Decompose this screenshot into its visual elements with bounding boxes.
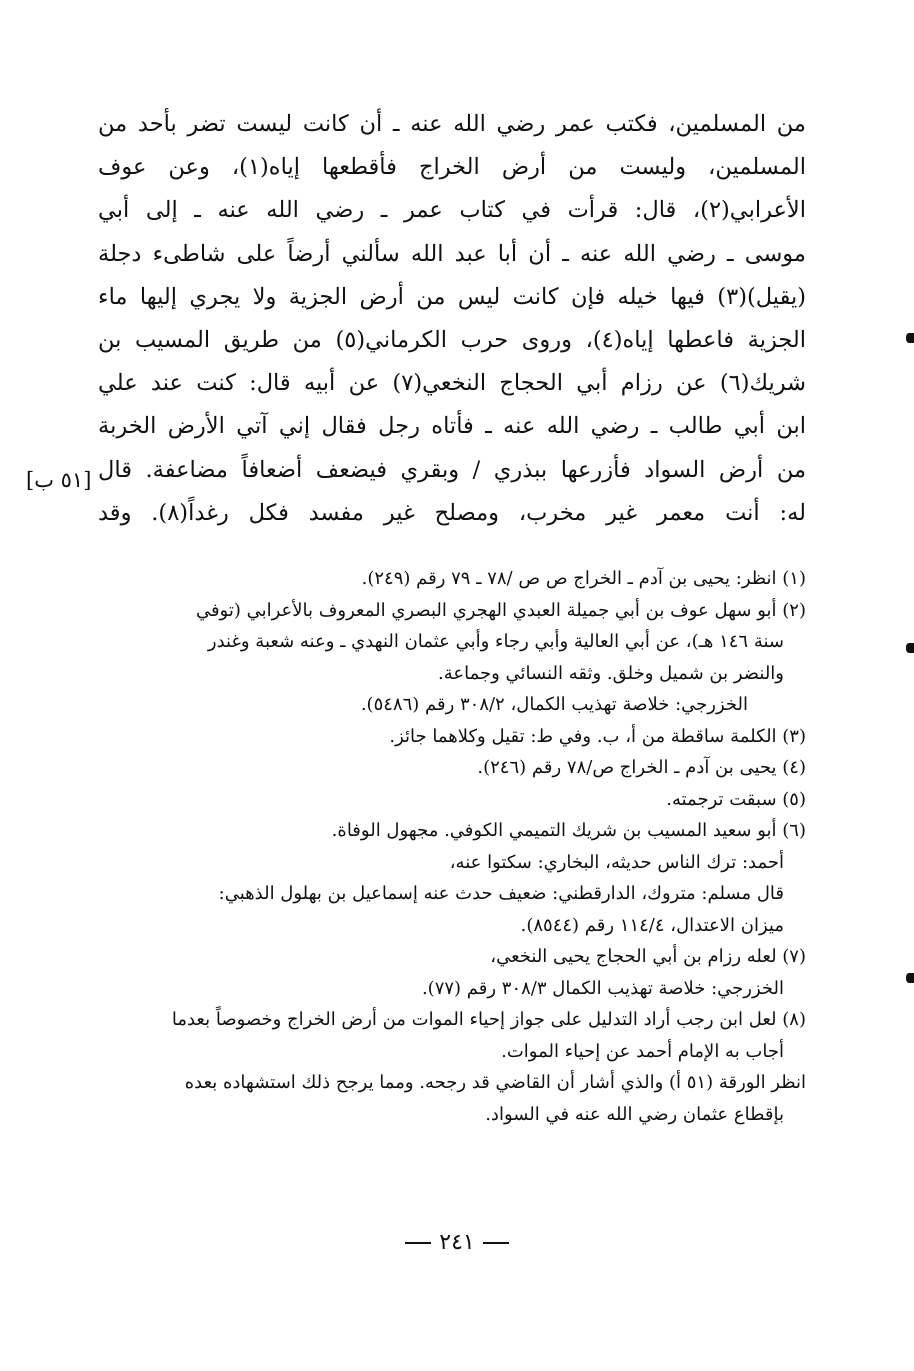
footnote-line: (٦) أبو سعيد المسيب بن شريك التميمي الكوفي. مجهول الوفاة.	[331, 820, 806, 841]
main-body-text	[98, 103, 806, 535]
main-text-line: من المسلمين، فكتب عمر رضي الله عنه ـ أن كانت ليست تضر بأحد من	[98, 111, 806, 137]
main-text-line: من أرض السواد فأزرعها ببذري / وبقري فيضعف أضعافاً مضاعفة. قال	[98, 456, 806, 483]
main-text-line: ابن أبي طالب ـ رضي الله عنه ـ فأتاه رجل فقال إني آتي الأرض الخربة	[98, 413, 806, 440]
footnote-line: (٤) يحيى بن آدم ـ الخراج ص/٧٨ رقم (٢٤٦).	[477, 757, 806, 778]
page-number-text: ٢٤١	[439, 1230, 475, 1255]
footnote-line: بإقطاع عثمان رضي الله عنه في السواد.	[485, 1103, 784, 1125]
main-text-line: شريك(٦) عن رزام أبي الحجاج النخعي(٧) عن أبيه قال: كنت عند علي	[98, 370, 806, 397]
binding-mark-icon	[906, 643, 914, 653]
main-text-line: المسلمين، وليست من أرض الخراج فأقطعها إياه(١)، وعن عوف	[98, 154, 806, 181]
main-text-line: الجزية فاعطها إياه(٤)، وروى حرب الكرماني(٥) من طريق المسيب بن	[98, 326, 807, 353]
footnote-line: (١) انظر: يحيى بن آدم ـ الخراج ص ص /٧٨ ـ ٧٩ رقم (٢٤٩).	[361, 568, 806, 589]
binding-mark-icon	[906, 333, 914, 343]
footnote-line: (٢) أبو سهل عوف بن أبي جميلة العبدي الهجري البصري المعروف بالأعرابي (توفي	[195, 599, 806, 621]
footnote-line: (٥) سبقت ترجمته.	[666, 788, 806, 810]
main-text-line: موسى ـ رضي الله عنه ـ أن أبا عبد الله سألني أرضاً على شاطىء دجلة	[98, 240, 806, 267]
main-text-line: له: أنت معمر غير مخرب، ومصلح غير مفسد فكل رغداً(٨). وقد	[98, 499, 807, 526]
binding-mark-icon	[906, 973, 914, 983]
footnote-line: (٧) لعله رزام بن أبي الحجاج يحيى النخعي،	[490, 946, 806, 967]
page-number	[0, 1230, 914, 1255]
footnote-line: والنضر بن شميل وخلق. وثقه النسائي وجماعة.	[437, 662, 784, 684]
footnote-line: الخزرجي: خلاصة تهذيب الكمال، ٣٠٨/٢ رقم (٥٤٨٦).	[360, 694, 748, 715]
manuscript-folio-note: [٥١ ب]	[26, 468, 92, 492]
footnote-line: أحمد: ترك الناس حديثه، البخاري: سكتوا عنه،	[449, 851, 784, 873]
footnote-line: الخزرجي: خلاصة تهذيب الكمال ٣٠٨/٣ رقم (٧٧).	[421, 977, 784, 999]
footnote-line: ميزان الاعتدال، ١١٤/٤ رقم (٨٥٤٤).	[520, 914, 784, 936]
footnote-line: أجاب به الإمام أحمد عن إحياء الموات.	[501, 1040, 784, 1062]
footnote-line: (٣) الكلمة ساقطة من أ، ب. وفي ط: تقيل وكلاهما جائز.	[389, 725, 806, 747]
footnote-line: انظر الورقة (٥١ أ) والذي أشار أن القاضي قد رجحه. ومما يرجح ذلك استشهاده بعده	[184, 1072, 806, 1093]
main-text-line: (يقيل)(٣) فيها خيله فإن كانت ليس من أرض الجزية ولا يجري إليها ماء	[98, 283, 806, 310]
main-text-line: الأعرابي(٢)، قال: قرأت في كتاب عمر ـ رضي الله عنه ـ إلى أبي	[98, 197, 806, 224]
dash-right	[405, 1242, 431, 1244]
footnotes	[98, 563, 806, 1130]
footnote-line: سنة ١٤٦ هـ)، عن أبي العالية وأبي رجاء وأبي عثمان النهدي ـ وعنه شعبة وغندر	[207, 631, 784, 652]
footnote-line: (٨) لعل ابن رجب أراد التدليل على جواز إحياء الموات من أرض الخراج وخصوصاً بعدما	[171, 1009, 806, 1030]
footnote-line: قال مسلم: متروك، الدارقطني: ضعيف حدث عنه إسماعيل بن بهلول الذهبي:	[218, 883, 784, 904]
dash-left	[483, 1242, 509, 1244]
